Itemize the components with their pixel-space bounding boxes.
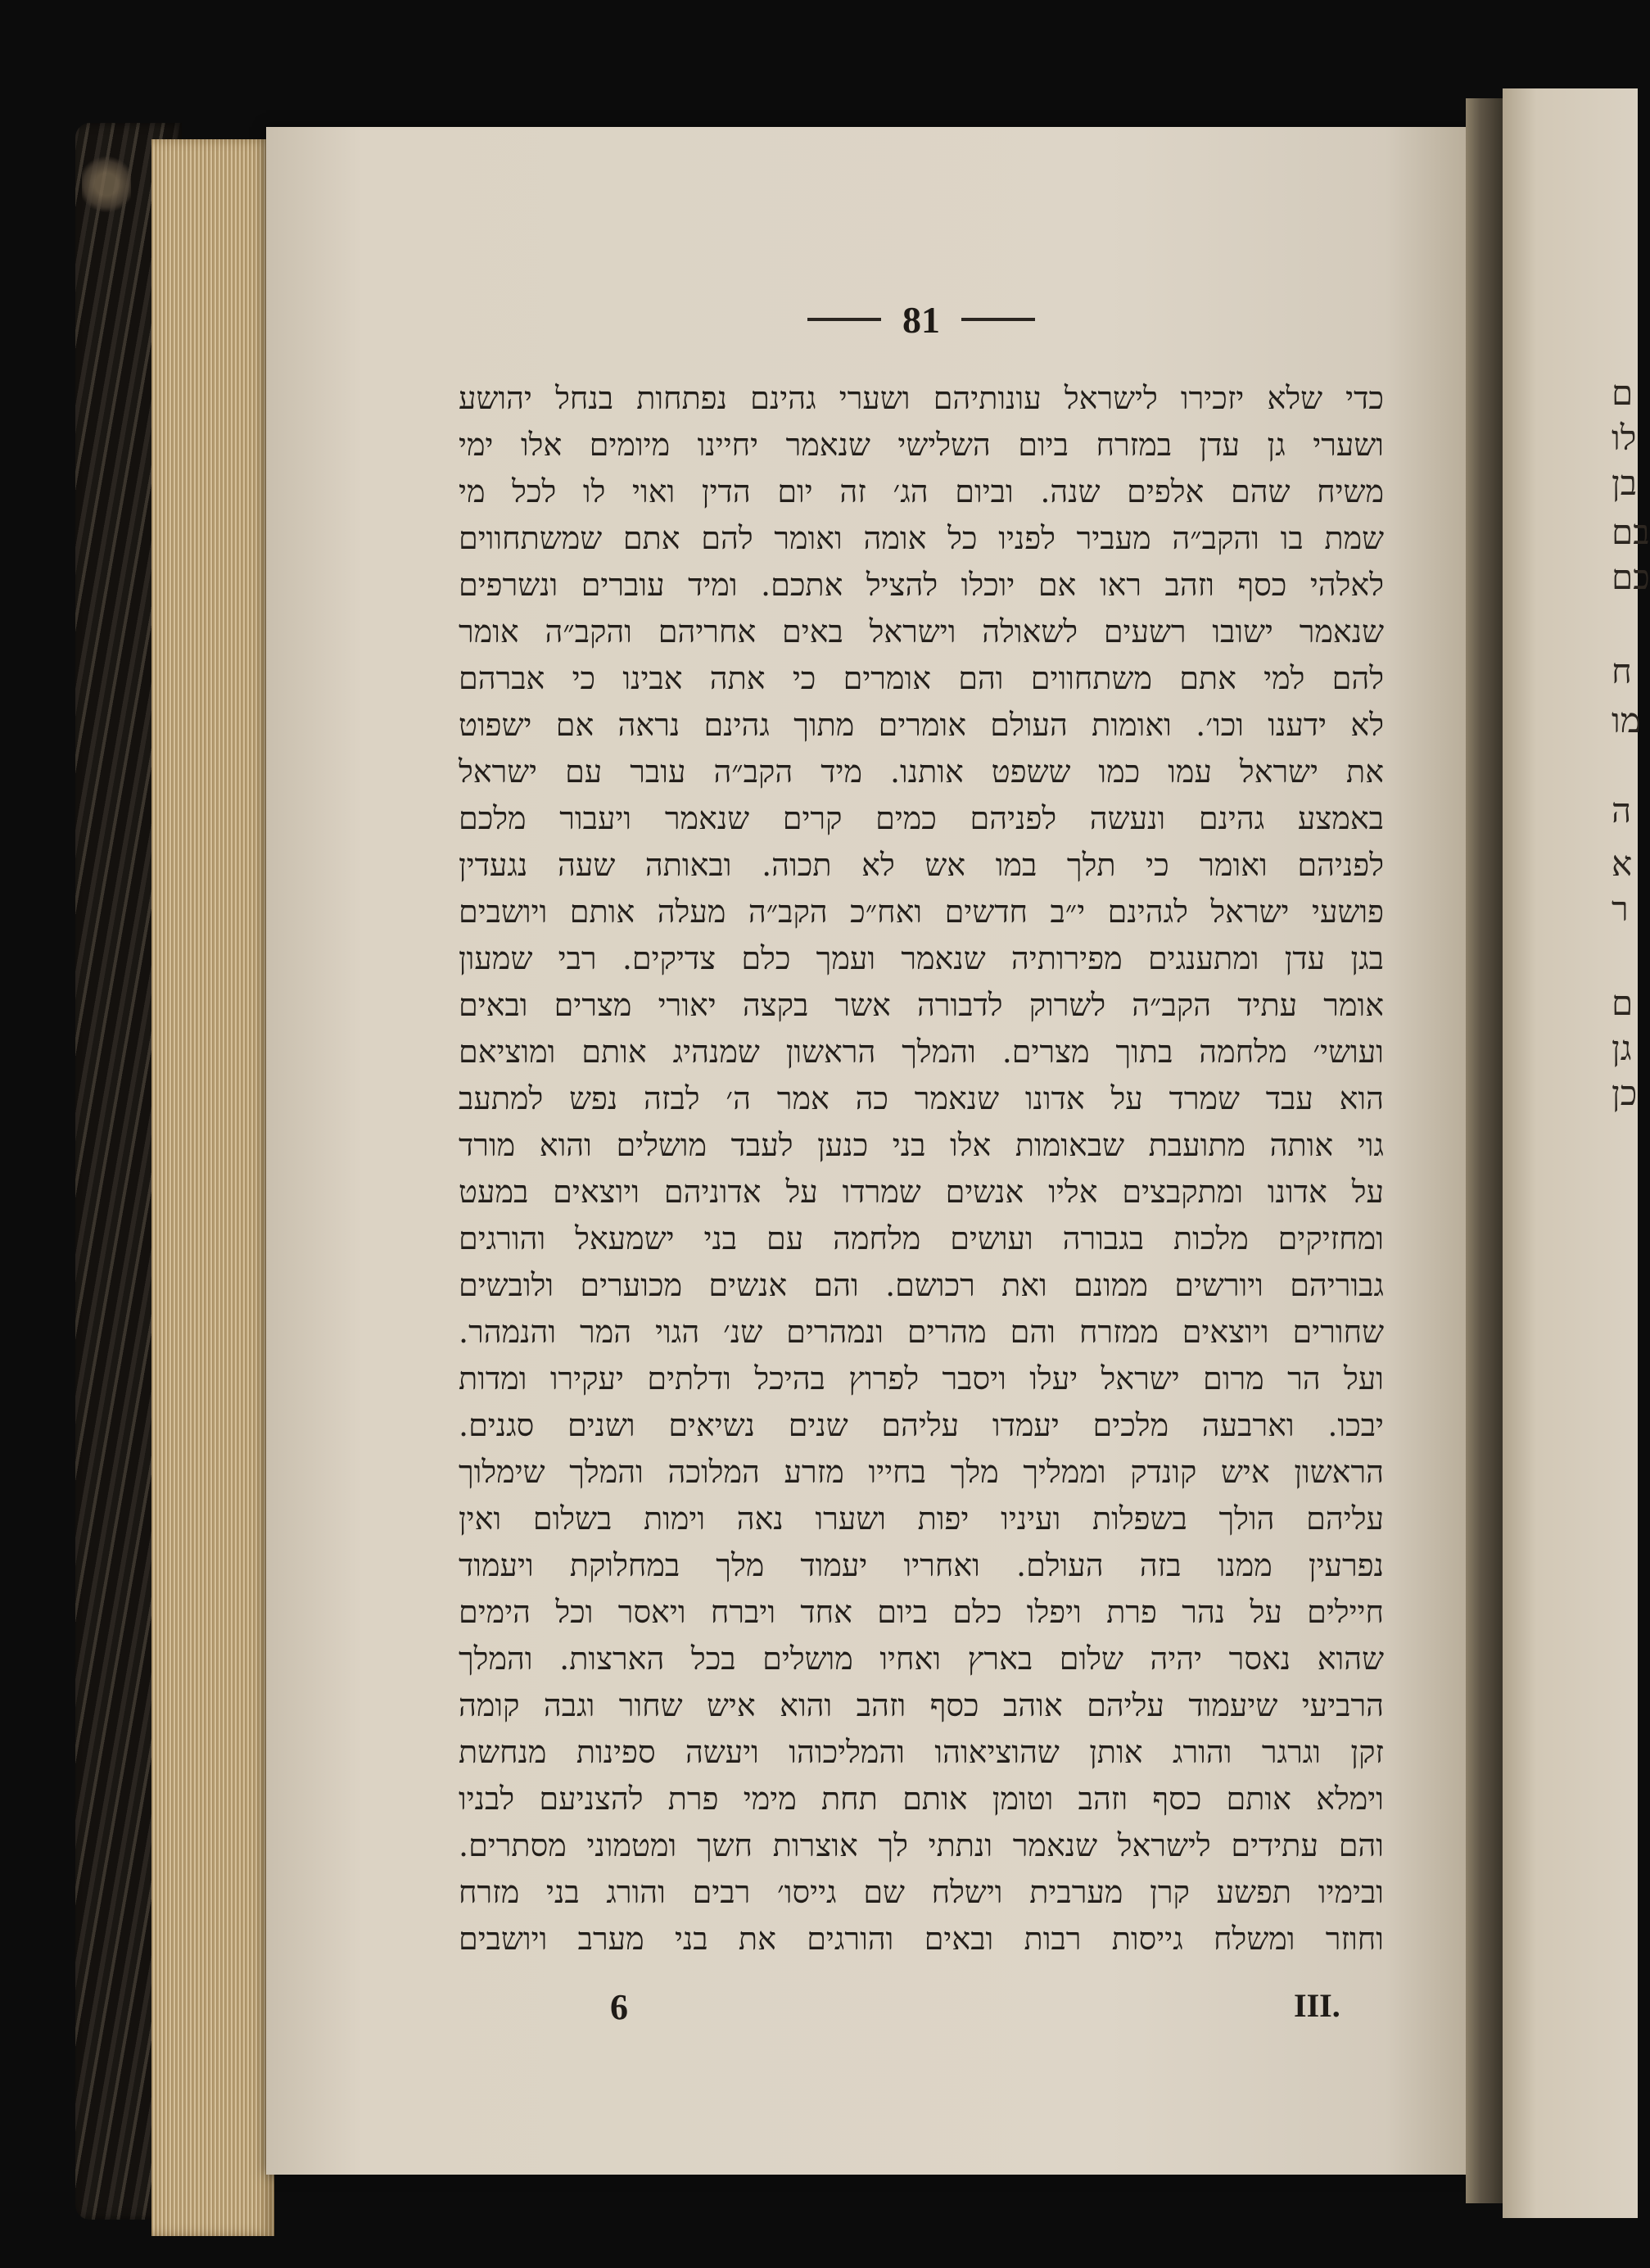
sheet-mark: III. [1294,1987,1340,2024]
facing-page-fragment: גן [1612,1028,1632,1068]
text-line: בגן עדן ומתענגים מפירותיה שנאמר ועמך כלם צדיקים. רבי שמעון [459,940,1384,976]
text-line: הוא עבד שמרד על אדונו שנאמר כה אמר ה׳ לבזה נפש למתעב [459,1080,1384,1116]
facing-page-fragment: ר [1612,889,1629,929]
facing-page-fragment: לו [1612,418,1637,458]
text-line: יבכו. וארבעה מלכים יעמדו עליהם שנים נשיאים ושנים סגנים. [459,1407,1384,1443]
text-line: הרביעי שיעמוד עליהם אוהב כסף וזהב והוא איש שחור וגבה קומה [459,1687,1384,1723]
text-line: את ישראל עמו כמו ששפט אותנו. מיד הקב״ה עובר עם ישראל [459,754,1384,790]
page-header [782,291,1060,348]
text-line: הראשון איש קונדק וממליך מלך בחייו מזרע המלוכה והמלך שימלוך [459,1454,1384,1490]
text-line: זקן וגרגר והורג אותן שהוציאוהו והמליכוהו ויעשה ספינות מנחשת [459,1734,1384,1770]
facing-page-fragment: בן [1612,463,1637,503]
facing-page-fragment: מו [1612,700,1641,740]
facing-page-fragment: כן [1612,1073,1638,1113]
facing-page-fragment: בם [1612,512,1650,552]
text-line: נפרעין ממנו בזה העולם. ואחריו יעמוד מלך במחלוקת ויעמוד [459,1547,1384,1583]
text-line: והם עתידים לישראל שנאמר ונתתי לך אוצרות חשך ומטמוני מסתרים. [459,1827,1384,1863]
facing-page-fragment: כם [1612,557,1650,597]
text-line: גוי אותה מתועבת שבאומות אלו בני כנען לעבד מושלים והוא מורד [459,1127,1384,1163]
text-line: ועל הר מרום ישראל יעלו ויסבר לפרוץ בהיכל ודלתים יעקירו ומדות [459,1360,1384,1397]
facing-page-fragment: ם [1612,373,1634,413]
text-line: להם למי אתם משתחווים והם אומרים כי אתה אבינו כי אברהם [459,660,1384,696]
page-edges [151,139,274,2236]
facing-page-fragment: ה [1612,790,1632,831]
text-line: עליהם הולך בשפלות ועיניו יפות ושערו נאה וימות בשלום ואין [459,1501,1384,1537]
text-line: על אדונו ומתקבצים אליו אנשים שמרדו על אדוניהם ויוצאים במעט [459,1174,1384,1210]
text-line: ושערי גן עדן במזרח ביום השלישי שנאמר יחיינו מיומים אלו ימי [459,427,1384,463]
text-line: שהוא נאסר יהיה שלום בארץ ואחיו מושלים בכל הארצות. והמלך [459,1641,1384,1677]
text-line: חיילים על נהר פרת ויפלו כלם ביום אחד ויברח ויאסר וכל הימים [459,1594,1384,1630]
text-line: וימלא אותם כסף וזהב וטומן אותם תחת מימי פרת להצניעם לבניו [459,1781,1384,1817]
text-line: שנאמר ישובו רשעים לשאולה וישראל באים אחריהם והקב״ה אומר [459,613,1384,650]
cover-wear-mark [82,156,131,213]
header-rule-right [961,318,1035,321]
signature-mark: 6 [610,1987,628,2027]
text-line: משיח שהם אלפים שנה. וביום הג׳ זה יום הדין ואוי לו לכל מי [459,473,1384,509]
text-line: גבוריהם ויורשים ממונם ואת רכושם. והם אנשים מכוערים ולובשים [459,1267,1384,1303]
gutter-shadow [1466,98,1503,2203]
text-line: לפניהם ואומר כי תלך במו אש לא תכוה. ובאותה שעה נגעדין [459,847,1384,883]
text-line: פושעי ישראל לגהינם י״ב חדשים ואח״כ הקב״ה מעלה אותם ויושבים [459,894,1384,930]
facing-page-fragment: ח [1612,651,1632,691]
text-line: וחוזר ומשלח גייסות רבות ובאים והורגים את בני מערב ויושבים [459,1921,1384,1957]
text-line: ומחזיקים מלכות בגבורה ועושים מלחמה עם בני ישמעאל והורגים [459,1220,1384,1256]
text-line: שחורים ויוצאים ממזרח והם מהרים ונמהרים שנ׳ הגוי המר והנמהר. [459,1314,1384,1350]
text-line: באמצע גהינם ונעשה לפניהם כמים קרים שנאמר ויעבור מלכם [459,800,1384,836]
page-number: 81 [902,298,940,341]
text-line: ועושי׳ מלחמה בתוך מצרים. והמלך הראשון שמנהיג אותם ומוציאם [459,1034,1384,1070]
text-line: ובימיו תפשע קרן מערבית וישלח שם גייסו׳ רבים והורג בני מזרח [459,1874,1384,1910]
facing-page-fragment: א [1612,844,1633,884]
body-text [459,375,1384,1962]
text-line: לא ידענו וכו׳. ואומות העולם אומרים מתוך גהינם נראה אם ישפוט [459,707,1384,743]
text-line: כדי שלא יזכירו לישראל עונותיהם ושערי גהינם נפתחות בנחל יהושע [459,380,1384,416]
text-line: שמת בו והקב״ה מעביר לפניו כל אומה ואומר להם אתם שמשתחווים [459,520,1384,556]
text-line: לאלהי כסף וזהב ראו אם יוכלו להציל אתכם. ומיד עוברים ונשרפים [459,567,1384,603]
text-line: אומר עתיד הקב״ה לשרוק לדבורה אשר בקצה יאורי מצרים ובאים [459,987,1384,1023]
header-rule-left [807,318,881,321]
facing-page-fragment: ם [1612,983,1634,1023]
